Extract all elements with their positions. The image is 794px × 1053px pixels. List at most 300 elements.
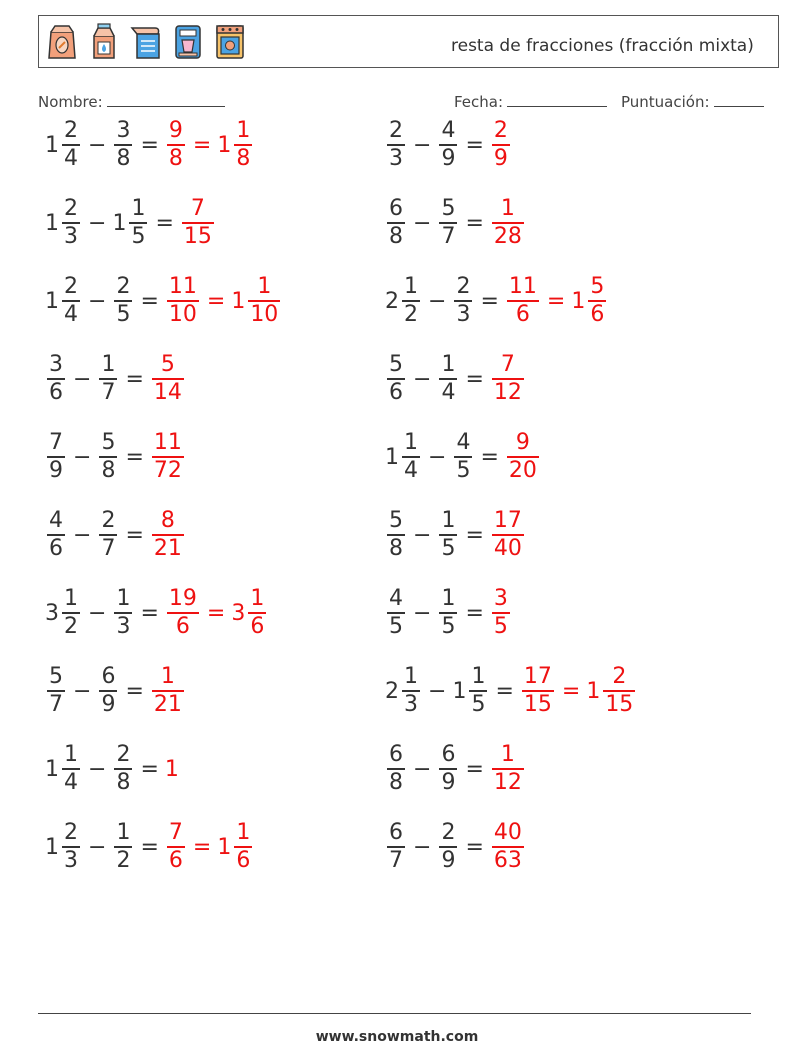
answer-fraction — [505, 274, 541, 328]
subtrahend-numerator: 1 — [131, 196, 146, 222]
answer-fraction-numerator: 2 — [493, 118, 508, 144]
equals-sign: = — [140, 600, 159, 626]
subtrahend — [112, 742, 134, 796]
problem-11 — [45, 505, 186, 565]
answer-fraction — [165, 274, 201, 328]
answer-fraction-numerator: 9 — [168, 118, 183, 144]
problem-answer — [490, 586, 512, 640]
subtrahend-fraction — [454, 430, 472, 484]
equals-sign: = — [125, 366, 144, 392]
subtrahend — [437, 196, 459, 250]
problem-answer — [165, 274, 282, 328]
minuend — [45, 664, 67, 718]
minuend-fraction — [62, 820, 80, 874]
answer-fraction-fraction — [522, 664, 554, 718]
subtrahend-denominator: 5 — [456, 457, 471, 483]
answer-fraction-fraction — [167, 586, 199, 640]
answer-fraction — [520, 664, 556, 718]
answer-equals-sign: = — [206, 288, 226, 314]
answer-fraction — [150, 664, 186, 718]
subtrahend-numerator: 5 — [101, 430, 116, 456]
minuend — [45, 352, 67, 406]
answer-fraction — [165, 820, 187, 874]
answer-equals-sign: = — [192, 132, 212, 158]
minus-sign: − — [413, 756, 432, 782]
problem-8 — [385, 349, 526, 409]
subtrahend — [112, 118, 134, 172]
problem-question — [385, 274, 505, 328]
problem-question — [45, 742, 165, 796]
answer-mixed-number-whole: 1 — [231, 288, 246, 314]
minuend-numerator: 3 — [49, 352, 63, 378]
answer-fraction-fraction — [152, 430, 184, 484]
subtrahend-denominator: 3 — [116, 613, 131, 639]
minus-sign: − — [73, 444, 92, 470]
subtrahend — [97, 664, 119, 718]
minuend-whole: 1 — [45, 834, 59, 860]
minuend-numerator: 7 — [49, 430, 63, 456]
problem-question — [385, 430, 505, 484]
oven-icon — [213, 22, 247, 62]
subtrahend — [452, 430, 474, 484]
problem-18 — [385, 739, 526, 799]
minus-sign: − — [88, 600, 107, 626]
answer-mixed-number — [571, 274, 608, 328]
problem-16 — [385, 661, 637, 721]
answer-fraction-denominator: 12 — [493, 379, 522, 405]
equals-sign: = — [155, 210, 174, 236]
minuend-whole: 1 — [45, 288, 59, 314]
minuend-fraction — [387, 820, 405, 874]
minus-sign: − — [88, 132, 107, 158]
minuend-fraction — [387, 586, 405, 640]
minuend-fraction — [62, 586, 80, 640]
subtrahend-fraction — [114, 742, 132, 796]
answer-fraction-numerator: 9 — [515, 430, 530, 456]
problem-question — [45, 664, 150, 718]
answer-mixed-number-fraction — [234, 820, 252, 874]
subtrahend-whole: 1 — [112, 210, 127, 236]
equals-sign: = — [495, 678, 514, 704]
blender-icon — [171, 22, 205, 62]
subtrahend-fraction — [439, 820, 457, 874]
answer-mixed-number-fraction — [603, 664, 635, 718]
equals-sign: = — [480, 288, 499, 314]
minuend-denominator: 3 — [389, 145, 403, 171]
answer-fraction-denominator: 5 — [493, 613, 508, 639]
problem-question — [385, 820, 490, 874]
subtrahend — [437, 118, 459, 172]
problem-question — [385, 586, 490, 640]
minuend-denominator: 6 — [389, 379, 403, 405]
date-blank[interactable] — [507, 93, 607, 107]
subtrahend-fraction — [439, 196, 457, 250]
minuend-fraction — [402, 274, 420, 328]
problem-question — [45, 508, 150, 562]
minuend-fraction — [387, 742, 405, 796]
answer-mixed-number — [586, 664, 637, 718]
problem-7 — [45, 349, 186, 409]
answer-fraction-numerator: 1 — [500, 742, 515, 768]
problem-answer — [165, 118, 254, 172]
subtrahend-fraction — [439, 352, 457, 406]
problem-10 — [385, 427, 541, 487]
answer-fraction-denominator: 63 — [493, 847, 522, 873]
problem-answer — [490, 820, 526, 874]
answer-fraction-fraction — [507, 430, 539, 484]
minus-sign: − — [88, 834, 107, 860]
subtrahend-numerator: 2 — [441, 820, 456, 846]
minus-sign: − — [428, 288, 447, 314]
answer-fraction-denominator: 40 — [493, 535, 522, 561]
subtrahend-numerator: 4 — [441, 118, 456, 144]
minuend — [385, 430, 422, 484]
answer-equals-sign: = — [192, 834, 212, 860]
answer-mixed-number-denominator: 10 — [250, 301, 279, 327]
minuend-whole: 1 — [45, 756, 59, 782]
answer-fraction — [150, 430, 186, 484]
subtrahend-numerator: 1 — [116, 586, 131, 612]
equals-sign: = — [140, 834, 159, 860]
minuend-denominator: 6 — [49, 535, 63, 561]
minuend-fraction — [62, 196, 80, 250]
answer-fraction-denominator: 9 — [493, 145, 508, 171]
problem-19 — [45, 817, 254, 877]
subtrahend — [112, 274, 134, 328]
minus-sign: − — [88, 756, 107, 782]
equals-sign: = — [465, 210, 484, 236]
problem-answer — [150, 508, 186, 562]
footer-divider — [38, 1013, 751, 1014]
answer-mixed-number-denominator: 6 — [590, 301, 605, 327]
subtrahend — [97, 508, 119, 562]
minuend-denominator: 3 — [404, 691, 418, 717]
minuend-denominator: 4 — [64, 769, 78, 795]
minus-sign: − — [413, 132, 432, 158]
answer-fraction — [165, 586, 201, 640]
minuend-numerator: 4 — [49, 508, 63, 534]
answer-mixed-number-whole: 1 — [571, 288, 586, 314]
subtrahend-fraction — [439, 742, 457, 796]
problem-question — [45, 274, 165, 328]
problem-14 — [385, 583, 512, 643]
answer-fraction-numerator: 11 — [508, 274, 537, 300]
minuend — [385, 742, 407, 796]
problem-answer — [150, 430, 186, 484]
subtrahend-denominator: 7 — [441, 223, 456, 249]
minuend-denominator: 3 — [64, 847, 78, 873]
minuend-numerator: 1 — [404, 430, 418, 456]
minuend — [45, 118, 82, 172]
subtrahend-denominator: 5 — [131, 223, 146, 249]
problem-answer — [505, 430, 541, 484]
problem-question — [45, 430, 150, 484]
minuend-numerator: 4 — [389, 586, 403, 612]
answer-mixed-number-whole: 1 — [217, 132, 232, 158]
minuend-whole: 1 — [385, 444, 399, 470]
minuend-fraction — [387, 118, 405, 172]
worksheet-title: resta de fracciones (fracción mixta) — [451, 36, 754, 56]
answer-fraction — [490, 118, 512, 172]
answer-fraction-fraction — [492, 586, 510, 640]
subtrahend-denominator: 3 — [456, 301, 471, 327]
subtrahend — [112, 586, 134, 640]
minuend-numerator: 1 — [64, 742, 78, 768]
answer-fraction-fraction — [167, 820, 185, 874]
minuend-numerator: 6 — [389, 196, 403, 222]
minuend-numerator: 1 — [404, 664, 418, 690]
answer-fraction-fraction — [492, 742, 524, 796]
equals-sign: = — [125, 522, 144, 548]
minus-sign: − — [428, 678, 447, 704]
answer-fraction-fraction — [492, 508, 524, 562]
subtrahend-numerator: 3 — [116, 118, 131, 144]
name-blank[interactable] — [107, 93, 225, 107]
subtrahend — [97, 352, 119, 406]
problem-2 — [385, 115, 512, 175]
problem-answer — [490, 742, 526, 796]
subtrahend-denominator: 5 — [471, 691, 486, 717]
answer-fraction-denominator: 6 — [515, 301, 530, 327]
subtrahend-fraction — [439, 508, 457, 562]
minuend-whole: 2 — [385, 678, 399, 704]
minuend-numerator: 2 — [64, 118, 78, 144]
minus-sign: − — [413, 834, 432, 860]
minuend — [45, 820, 82, 874]
subtrahend-denominator: 9 — [441, 769, 456, 795]
answer-mixed-number-denominator: 6 — [250, 613, 265, 639]
minuend — [385, 586, 407, 640]
subtrahend — [437, 820, 459, 874]
problem-question — [385, 508, 490, 562]
answer-fraction-denominator: 8 — [168, 145, 183, 171]
answer-mixed-number — [231, 586, 268, 640]
minuend — [45, 196, 82, 250]
subtrahend-fraction — [99, 664, 117, 718]
subtrahend-denominator: 7 — [101, 535, 116, 561]
minuend-fraction — [47, 664, 65, 718]
minuend-fraction — [402, 430, 420, 484]
answer-fraction-numerator: 11 — [168, 274, 197, 300]
subtrahend-fraction — [114, 274, 132, 328]
problem-answer — [150, 664, 186, 718]
problem-answer — [490, 196, 526, 250]
subtrahend-denominator: 9 — [441, 145, 456, 171]
problem-question — [385, 742, 490, 796]
answer-fraction-numerator: 11 — [153, 430, 182, 456]
answer-fraction-denominator: 6 — [168, 847, 183, 873]
answer-fraction-fraction — [492, 820, 524, 874]
answer-equals-sign: = — [561, 678, 581, 704]
minuend-whole: 3 — [45, 600, 59, 626]
minuend-denominator: 7 — [49, 691, 63, 717]
subtrahend-denominator: 8 — [116, 769, 131, 795]
answer-fraction-denominator: 10 — [168, 301, 197, 327]
answer-fraction-fraction — [492, 118, 510, 172]
minus-sign: − — [73, 522, 92, 548]
answer-fraction — [150, 508, 186, 562]
answer-fraction-numerator: 17 — [523, 664, 552, 690]
answer-equals-sign: = — [206, 600, 226, 626]
subtrahend-denominator: 9 — [441, 847, 456, 873]
answer-fraction-fraction — [507, 274, 539, 328]
answer-fraction-denominator: 12 — [493, 769, 522, 795]
answer-fraction-numerator: 40 — [493, 820, 522, 846]
answer-mixed-number-denominator: 6 — [236, 847, 251, 873]
equals-sign: = — [465, 522, 484, 548]
subtrahend-numerator: 2 — [456, 274, 471, 300]
subtrahend — [437, 742, 459, 796]
score-field — [621, 93, 764, 111]
equals-sign: = — [465, 756, 484, 782]
score-blank[interactable] — [714, 93, 764, 107]
subtrahend-whole: 1 — [452, 678, 467, 704]
minuend-numerator: 5 — [389, 352, 403, 378]
subtrahend-numerator: 1 — [116, 820, 131, 846]
equals-sign: = — [140, 288, 159, 314]
minuend-denominator: 8 — [389, 223, 403, 249]
problem-question — [45, 820, 165, 874]
minuend-whole: 1 — [45, 132, 59, 158]
minuend-fraction — [62, 742, 80, 796]
answer-equals-sign: = — [546, 288, 566, 314]
subtrahend-denominator: 5 — [441, 613, 456, 639]
flour-sack-icon — [45, 22, 79, 62]
subtrahend-numerator: 1 — [101, 352, 116, 378]
minus-sign: − — [88, 210, 107, 236]
problem-13 — [45, 583, 268, 643]
answer-fraction-numerator: 1 — [160, 664, 175, 690]
minuend-fraction — [387, 196, 405, 250]
answer-fraction-denominator: 15 — [523, 691, 552, 717]
minus-sign: − — [413, 210, 432, 236]
subtrahend — [452, 664, 489, 718]
minuend-denominator: 5 — [389, 613, 403, 639]
minus-sign: − — [428, 444, 447, 470]
minuend-numerator: 2 — [64, 196, 78, 222]
answer-fraction — [150, 352, 186, 406]
minuend-numerator: 1 — [404, 274, 418, 300]
answer-fraction-denominator: 15 — [183, 223, 212, 249]
answer-fraction-denominator: 21 — [153, 691, 182, 717]
equals-sign: = — [125, 678, 144, 704]
minuend — [385, 196, 407, 250]
minuend-whole: 2 — [385, 288, 399, 314]
subtrahend-fraction — [439, 586, 457, 640]
problem-question — [45, 196, 180, 250]
equals-sign: = — [125, 444, 144, 470]
answer-fraction-numerator: 7 — [168, 820, 183, 846]
answer-fraction-whole: 1 — [164, 756, 179, 782]
answer-fraction-denominator: 6 — [175, 613, 190, 639]
problem-answer — [490, 352, 526, 406]
answer-mixed-number — [217, 118, 254, 172]
minuend-denominator: 7 — [389, 847, 403, 873]
minuend — [385, 508, 407, 562]
problem-answer — [150, 352, 186, 406]
subtrahend-denominator: 9 — [101, 691, 116, 717]
problem-question — [385, 664, 520, 718]
answer-mixed-number-numerator: 1 — [236, 820, 251, 846]
answer-mixed-number-denominator: 15 — [605, 691, 634, 717]
problem-1 — [45, 115, 254, 175]
subtrahend-numerator: 1 — [471, 664, 486, 690]
subtrahend-numerator: 1 — [441, 586, 456, 612]
subtrahend-denominator: 2 — [116, 847, 131, 873]
answer-fraction-numerator: 5 — [160, 352, 175, 378]
answer-mixed-number-whole: 1 — [217, 834, 232, 860]
minuend — [45, 274, 82, 328]
minuend — [385, 664, 422, 718]
problem-12 — [385, 505, 526, 565]
minuend-denominator: 6 — [49, 379, 63, 405]
subtrahend-fraction — [454, 274, 472, 328]
minuend-numerator: 2 — [389, 118, 403, 144]
minuend-numerator: 6 — [389, 742, 403, 768]
subtrahend-denominator: 5 — [441, 535, 456, 561]
minuend — [45, 430, 67, 484]
equals-sign: = — [480, 444, 499, 470]
minuend-denominator: 4 — [64, 301, 78, 327]
subtrahend — [452, 274, 474, 328]
subtrahend-numerator: 4 — [456, 430, 471, 456]
subtrahend — [97, 430, 119, 484]
answer-fraction — [490, 820, 526, 874]
subtrahend-numerator: 2 — [116, 274, 131, 300]
equals-sign: = — [465, 366, 484, 392]
problem-answer — [490, 118, 512, 172]
answer-mixed-number-fraction — [234, 118, 252, 172]
answer-mixed-number-whole: 1 — [586, 678, 601, 704]
answer-fraction-numerator: 7 — [190, 196, 205, 222]
problem-4 — [385, 193, 526, 253]
equals-sign: = — [140, 756, 159, 782]
minus-sign: − — [73, 366, 92, 392]
answer-fraction — [490, 586, 512, 640]
subtrahend — [437, 586, 459, 640]
footer-website: www.snowmath.com — [315, 1029, 479, 1045]
answer-fraction — [165, 757, 180, 782]
answer-fraction-fraction — [152, 508, 184, 562]
header-box — [38, 15, 779, 68]
answer-mixed-number — [231, 274, 282, 328]
minuend-fraction — [62, 118, 80, 172]
minuend-numerator: 2 — [64, 820, 78, 846]
answer-mixed-number-numerator: 5 — [590, 274, 605, 300]
minuend-fraction — [387, 508, 405, 562]
problem-question — [45, 352, 150, 406]
subtrahend-fraction — [114, 820, 132, 874]
answer-fraction — [490, 742, 526, 796]
problem-answer — [490, 508, 526, 562]
date-field — [454, 93, 607, 111]
minuend — [385, 274, 422, 328]
equals-sign: = — [465, 834, 484, 860]
problem-question — [45, 118, 165, 172]
minuend — [45, 742, 82, 796]
equals-sign: = — [465, 132, 484, 158]
answer-mixed-number-fraction — [588, 274, 606, 328]
answer-fraction-denominator: 28 — [493, 223, 522, 249]
recipe-book-icon — [129, 22, 163, 62]
name-field — [38, 93, 225, 111]
subtrahend — [112, 820, 134, 874]
minuend-denominator: 4 — [64, 145, 78, 171]
problem-answer — [520, 664, 637, 718]
minuend-fraction — [402, 664, 420, 718]
problem-answer — [505, 274, 608, 328]
minuend-denominator: 2 — [404, 301, 418, 327]
